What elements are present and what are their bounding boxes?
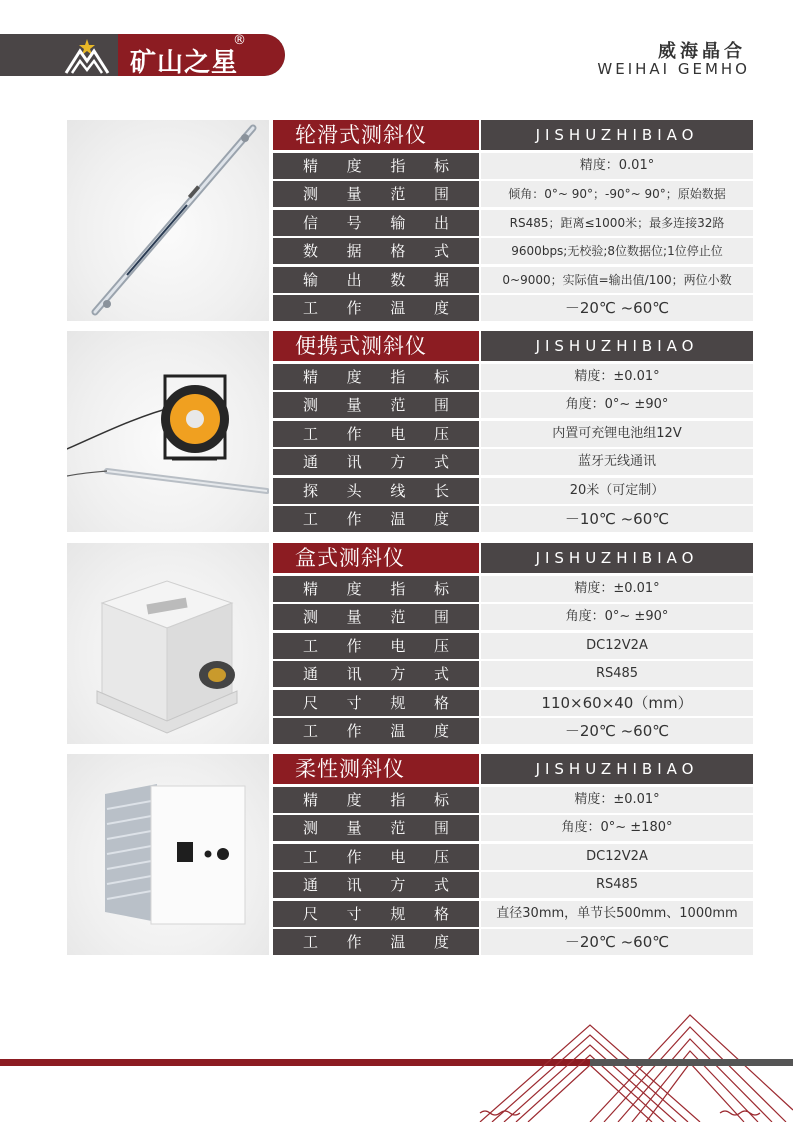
- spec-value: 精度：0.01°: [481, 153, 753, 179]
- spec-key: 精度指标: [273, 576, 479, 602]
- spec-value: 110×60×40（mm）: [481, 690, 753, 716]
- spec-key: 精度指标: [273, 364, 479, 390]
- spec-key: 通讯方式: [273, 872, 479, 898]
- spec-table: [273, 120, 753, 324]
- spec-value: 9600bps;无校验;8位数据位;1位停止位: [481, 238, 753, 264]
- spec-key: 尺寸规格: [273, 901, 479, 927]
- product-title: 便携式测斜仪: [273, 331, 479, 361]
- spec-key: 数据格式: [273, 238, 479, 264]
- spec-value: 精度：±0.01°: [481, 364, 753, 390]
- company-name-en: WEIHAI GEMHO: [597, 60, 750, 78]
- spec-table: [273, 754, 753, 958]
- spec-code: JISHUZHIBIAO: [481, 331, 753, 361]
- spec-code: JISHUZHIBIAO: [481, 543, 753, 573]
- spec-value: RS485: [481, 872, 753, 898]
- product-section-portable-inclinometer: [67, 331, 753, 532]
- spec-value: RS485；距离≤1000米；最多连接32路: [481, 210, 753, 236]
- spec-key: 工作温度: [273, 506, 479, 532]
- product-section-wheel-inclinometer: [67, 120, 753, 321]
- spec-key: 测量范围: [273, 604, 479, 630]
- spec-table: [273, 543, 753, 747]
- spec-value: DC12V2A: [481, 844, 753, 870]
- spec-key: 工作温度: [273, 295, 479, 321]
- mountain-star-logo-icon: [64, 37, 110, 75]
- spec-key: 工作电压: [273, 844, 479, 870]
- spec-value: 精度：±0.01°: [481, 787, 753, 813]
- company-name-cn: 威海晶合: [658, 41, 746, 62]
- spec-key: 通讯方式: [273, 661, 479, 687]
- product-section-flexible-inclinometer: [67, 754, 753, 955]
- product-photo-portable-inclinometer: [67, 331, 269, 532]
- spec-value: －20℃ ~60℃: [481, 929, 753, 955]
- spec-value: RS485: [481, 661, 753, 687]
- spec-value: 直径30mm，单节长500mm、1000mm: [481, 901, 753, 927]
- spec-code: JISHUZHIBIAO: [481, 120, 753, 150]
- spec-value: DC12V2A: [481, 633, 753, 659]
- spec-key: 尺寸规格: [273, 690, 479, 716]
- spec-value: 角度：0°~ ±90°: [481, 392, 753, 418]
- product-title: 柔性测斜仪: [273, 754, 479, 784]
- spec-key: 通讯方式: [273, 449, 479, 475]
- product-photo-wheel-inclinometer: [67, 120, 269, 321]
- spec-key: 工作电压: [273, 421, 479, 447]
- spec-value: 20米（可定制）: [481, 478, 753, 504]
- mountain-lines-decoration-icon: [470, 1005, 793, 1122]
- spec-key: 测量范围: [273, 392, 479, 418]
- spec-key: 探头线长: [273, 478, 479, 504]
- product-title: 轮滑式测斜仪: [273, 120, 479, 150]
- spec-value: 内置可充锂电池组12V: [481, 421, 753, 447]
- spec-value: 倾角：0°~ 90°；-90°~ 90°；原始数据: [481, 181, 753, 207]
- spec-key: 输出数据: [273, 267, 479, 293]
- spec-key: 工作温度: [273, 929, 479, 955]
- spec-key: 信号输出: [273, 210, 479, 236]
- spec-table: [273, 331, 753, 535]
- spec-value: 0~9000；实际值=输出值/100；两位小数: [481, 267, 753, 293]
- spec-value: －20℃ ~60℃: [481, 718, 753, 744]
- product-section-box-inclinometer: [67, 543, 753, 744]
- spec-value: －10℃ ~60℃: [481, 506, 753, 532]
- spec-value: 蓝牙无线通讯: [481, 449, 753, 475]
- spec-key: 精度指标: [273, 153, 479, 179]
- product-photo-flexible-inclinometer: [67, 754, 269, 955]
- spec-key: 测量范围: [273, 181, 479, 207]
- spec-key: 工作温度: [273, 718, 479, 744]
- brand-name: 矿山之星: [130, 48, 239, 78]
- product-photo-box-inclinometer: [67, 543, 269, 744]
- spec-code: JISHUZHIBIAO: [481, 754, 753, 784]
- spec-value: －20℃ ~60℃: [481, 295, 753, 321]
- spec-value: 角度：0°~ ±180°: [481, 815, 753, 841]
- product-title: 盒式测斜仪: [273, 543, 479, 573]
- spec-key: 精度指标: [273, 787, 479, 813]
- spec-value: 精度：±0.01°: [481, 576, 753, 602]
- spec-value: 角度：0°~ ±90°: [481, 604, 753, 630]
- registered-mark: ®: [233, 33, 246, 48]
- spec-key: 工作电压: [273, 633, 479, 659]
- spec-key: 测量范围: [273, 815, 479, 841]
